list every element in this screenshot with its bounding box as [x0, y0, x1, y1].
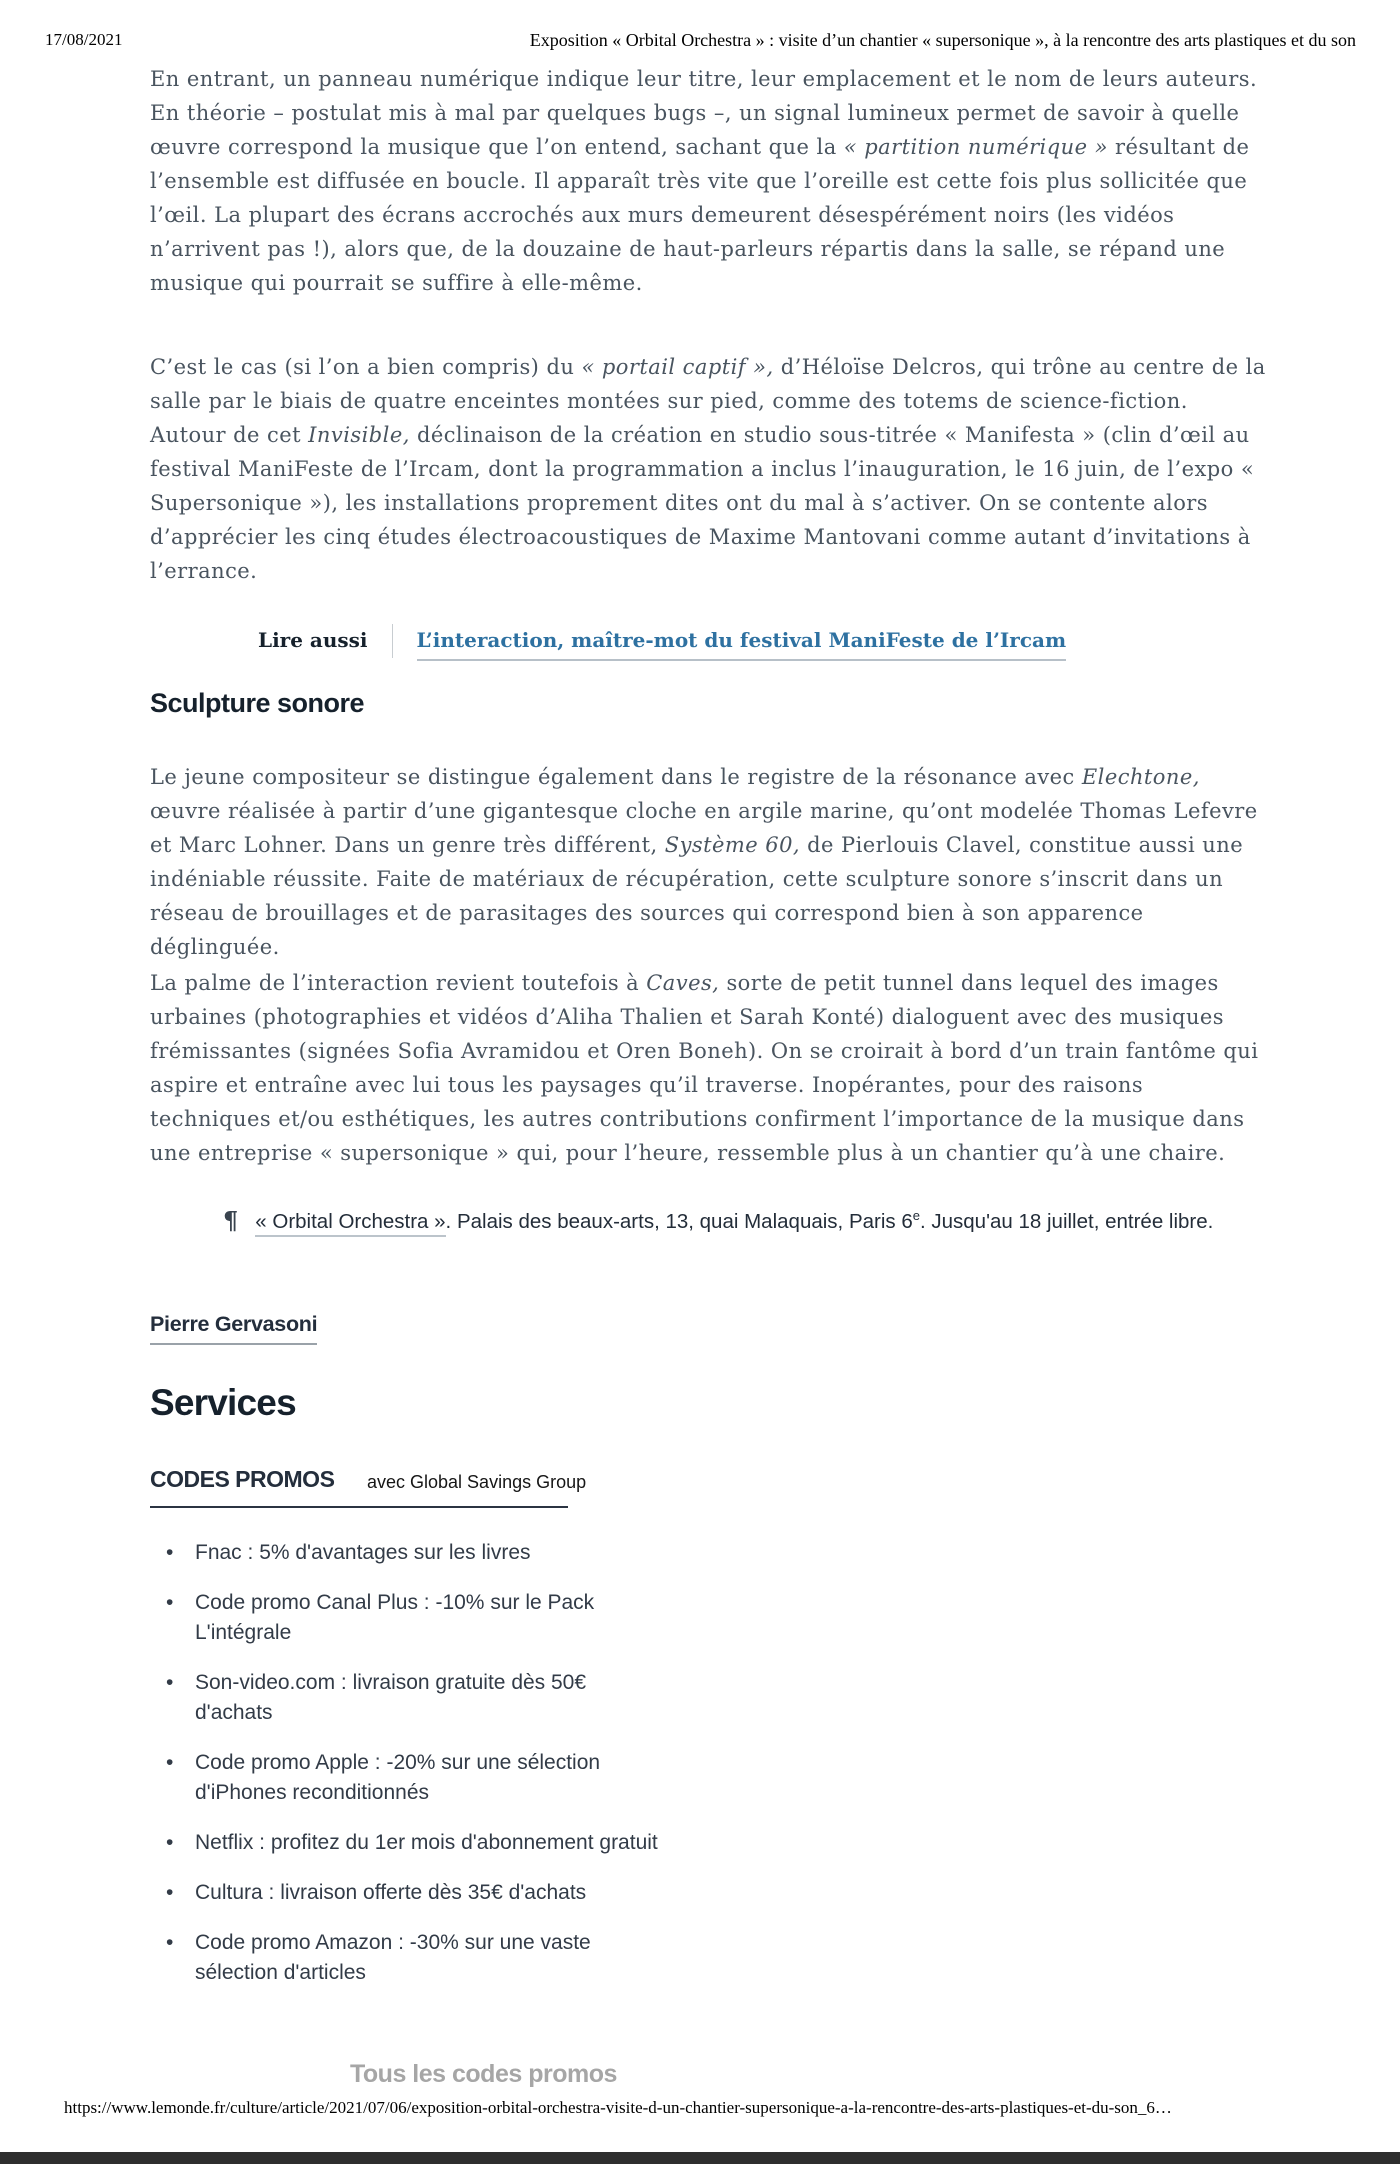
print-footer-url: https://www.lemonde.fr/culture/article/2021/07/06/exposition-orbital-orchestra-visite-d-un-chantier-supersonique-a-la-rencontre-des-arts-plastiques-et-du-son_6…	[64, 2098, 1172, 2117]
read-also-link[interactable]: L’interaction, maître-mot du festival ManiFeste de l’Ircam	[417, 624, 1067, 661]
exhibition-address: . Palais des beaux-arts, 13, quai Malaquais, Paris 6	[445, 1210, 913, 1233]
author-link[interactable]: Pierre Gervasoni	[150, 1312, 317, 1345]
promo-offer-item[interactable]	[150, 1588, 665, 1648]
codes-promos-title: CODES PROMOS	[150, 1466, 335, 1492]
promo-offer-item[interactable]	[150, 1828, 665, 1858]
promo-offer-item[interactable]	[150, 1878, 665, 1908]
article-paragraph: C’est le cas (si l’on a bien compris) du « portail captif », d’Héloïse Delcros, qui trône au centre de la salle par le biais de quatre enceintes montées sur pied, comme des totems de science-fiction. Autour de cet Invisible, déclinaison de la création en studio sous-titrée « Manifesta » (clin d’œil au festival ManiFeste de l’Ircam, dont la programmation a inclus l’inauguration, le 16 juin, de l’expo « Supersonique »), les installations proprement dites ont du mal à s’activer. On se contente alors d’apprécier les cinq études électroacoustiques de Maxime Mantovani comme autant d’invitations à l’errance.	[150, 355, 1266, 583]
promo-offer-text: Fnac : 5% d'avantages sur les livres	[195, 1541, 531, 1564]
codes-promos-rule	[150, 1506, 568, 1508]
promo-offer-item[interactable]	[150, 1668, 665, 1728]
exhibition-dates: . Jusqu'au 18 juillet, entrée libre.	[919, 1210, 1214, 1233]
read-also-block	[258, 624, 1066, 661]
promo-offer-text: Code promo Canal Plus : -10% sur le Pack L'intégrale	[195, 1591, 595, 1644]
article-paragraph: La palme de l’interaction revient toutefois à Caves, sorte de petit tunnel dans lequel des images urbaines (photographies et vidéos d’Aliha Thalien et Sarah Konté) dialoguent avec des musiques frémissantes (signées Sofia Avramidou et Oren Boneh). On se croirait à bord d’un train fantôme qui aspire et entraîne avec lui tous les paysages qu’il traverse. Inopérantes, pour des raisons techniques et/ou esthétiques, les autres contributions confirment l’importance de la musique dans une entreprise « supersonique » qui, pour l’heure, ressemble plus à un chantier qu’à une chaire.	[150, 971, 1259, 1165]
codes-promos-partner: avec Global Savings Group	[367, 1472, 587, 1492]
promo-offer-item[interactable]	[150, 1928, 665, 1988]
vertical-divider	[392, 624, 393, 658]
exhibition-link[interactable]: « Orbital Orchestra »	[255, 1210, 445, 1237]
print-header-title: Exposition « Orbital Orchestra » : visite d’un chantier « supersonique », à la rencontre des arts plastiques et du son	[529, 30, 1356, 50]
section-heading: Sculpture sonore	[150, 688, 365, 718]
services-heading: Services	[150, 1382, 296, 1423]
exhibition-info-text	[255, 1206, 1321, 1238]
bottom-bar	[0, 2152, 1400, 2164]
promo-offer-text: Netflix : profitez du 1er mois d'abonnement gratuit	[195, 1831, 658, 1854]
promo-offer-text: Code promo Amazon : -30% sur une vaste sélection d'articles	[195, 1931, 591, 1984]
read-also-label: Lire aussi	[258, 628, 368, 652]
ordinal-superscript: e	[912, 1208, 920, 1224]
promo-offer-text: Cultura : livraison offerte dès 35€ d'achats	[195, 1881, 587, 1904]
article-paragraph: En entrant, un panneau numérique indique leur titre, leur emplacement et le nom de leurs auteurs. En théorie – postulat mis à mal par quelques bugs –, un signal lumineux permet de savoir à quelle œuvre correspond la musique que l’on entend, sachant que la « partition numérique » résultant de l’ensemble est diffusée en boucle. Il apparaît très vite que l’oreille est cette fois plus sollicitée que l’œil. La plupart des écrans accrochés aux murs demeurent désespérément noirs (les vidéos n’arrivent pas !), alors que, de la douzaine de haut-parleurs répartis dans la salle, se répand une musique qui pourrait se suffire à elle-même.	[150, 67, 1258, 295]
article-paragraph: Le jeune compositeur se distingue également dans le registre de la résonance avec Elechtone, œuvre réalisée à partir d’une gigantesque cloche en argile marine, qu’ont modelée Thomas Lefevre et Marc Lohner. Dans un genre très différent, Système 60, de Pierlouis Clavel, constitue aussi une indéniable réussite. Faite de matériaux de récupération, cette sculpture sonore s’inscrit dans un réseau de brouillages et de parasitages des sources qui correspond bien à son apparence déglinguée.	[150, 765, 1258, 959]
promo-offer-item[interactable]	[150, 1538, 665, 1568]
promo-offer-text: Code promo Apple : -20% sur une sélection d'iPhones reconditionnés	[195, 1751, 601, 1804]
pilcrow-icon: ¶	[223, 1206, 239, 1235]
all-promo-codes-link[interactable]: Tous les codes promos	[350, 2060, 617, 2088]
promo-offer-item[interactable]	[150, 1748, 665, 1808]
promo-offer-text: Son-video.com : livraison gratuite dès 50€ d'achats	[195, 1671, 587, 1724]
exhibition-info-note	[223, 1206, 1333, 1238]
print-header-date: 17/08/2021	[45, 30, 123, 49]
promo-offers-list	[150, 1538, 670, 2008]
